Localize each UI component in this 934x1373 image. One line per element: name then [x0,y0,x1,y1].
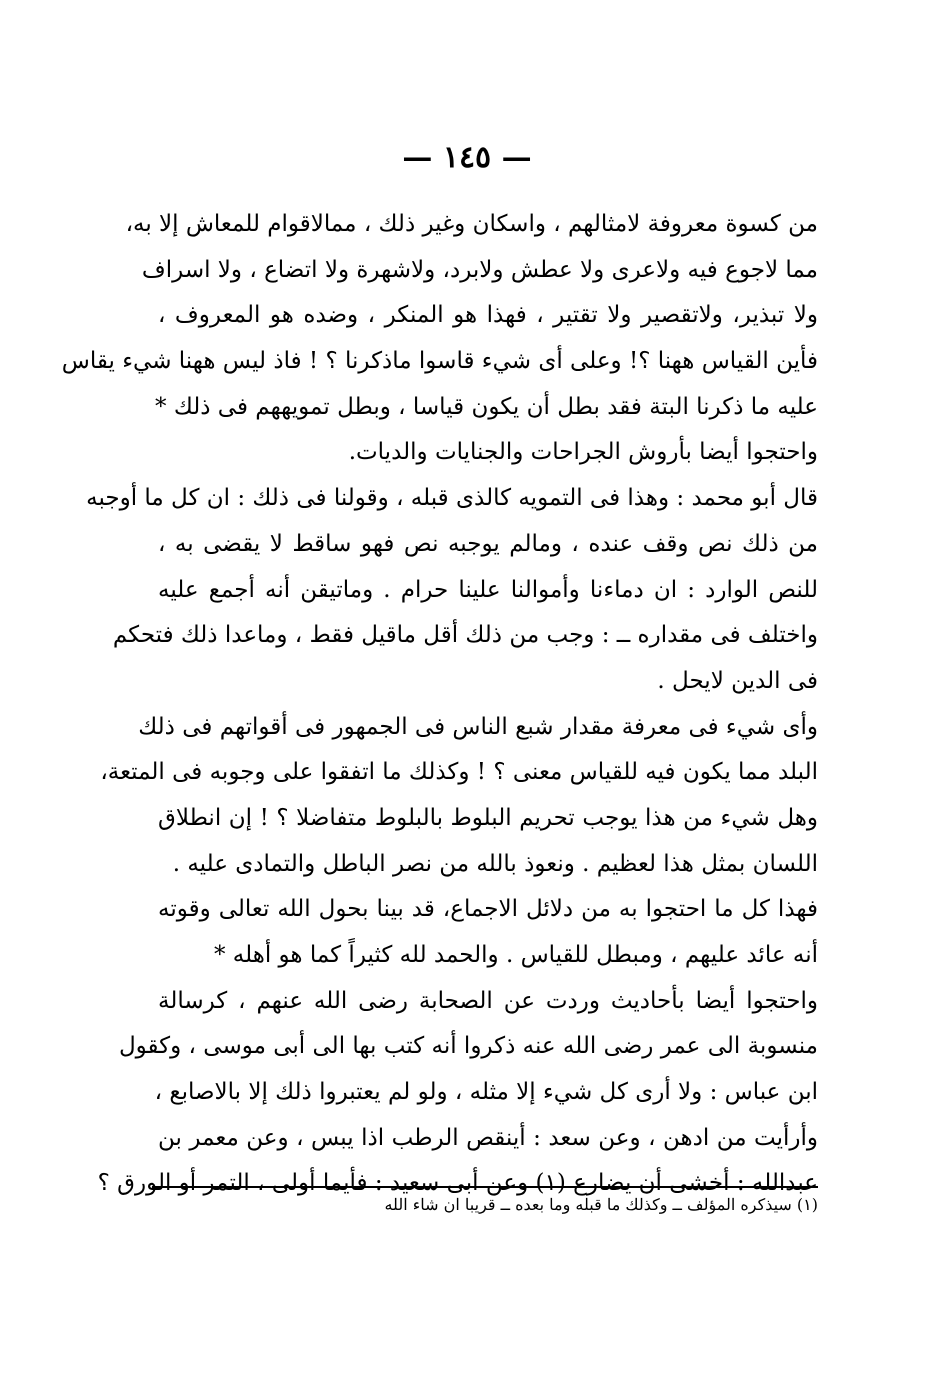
body-text [61,202,818,1207]
text-line: عبدالله : أخشى أن يضارع (١) وعن أبى سعيد : فأيما أولى ، التمر أو الورق ؟ [97,1170,818,1197]
text-line: عليه ما ذكرنا البتة فقد بطل أن يكون قياسا ، وبطل تمويههم فى ذلك * [155,393,818,420]
text-line: أنه عائد عليهم ، ومبطل للقياس . والحمد لله كثيراً كما هو أهله * [213,942,818,968]
text-line: واحتجوا أيضا بأروش الجراحات والجنايات والديات. [348,439,818,466]
text-line: فى الدين لايحل . [657,667,818,694]
text-line: وهل شيء من هذا يوجب تحريم البلوط بالبلوط متفاضلا ؟ ! إن انطلاق [158,804,818,831]
text-line: وأى شيء فى معرفة مقدار شبع الناس فى الجمهور فى أقواتهم فى ذلك [138,713,818,740]
text-line: واختلف فى مقداره ــ : وجب من ذلك أقل ماقيل فقط ، وماعدا ذلك فتحكم [112,622,818,649]
page-number: — ١٤٥ — [402,140,532,175]
text-line: قال أبو محمد : وهذا فى التمويه كالذى قبله ، وقولنا فى ذلك : ان كل ما أوجبه [86,485,818,512]
text-line: وأرأيت من ادهن ، وعن سعد : أينقص الرطب اذا يبس ، وعن معمر بن [158,1124,818,1151]
footnote: (١) سيذكره المؤلف ــ وكذلك ما قبله وما بعده ــ قريبا ان شاء الله [384,1195,818,1214]
text-line: فأين القياس ههنا ؟! وعلى أى شيء قاسوا ماذكرنا ؟ ! فاذ ليس ههنا شيء يقاس [61,348,818,375]
text-line: ابن عباس : ولا أرى كل شيء إلا مثله ، ولو لم يعتبروا ذلك إلا بالاصابع ، [154,1079,818,1106]
text-line: منسوبة الى عمر رضى الله عنه ذكروا أنه كتب بها الى أبى موسى ، وكقول [118,1033,818,1060]
text-line: للنص الوارد : ان دماءنا وأموالنا علينا حرام . وماتيقن أنه أجمع عليه [158,576,818,603]
text-line: ولا تبذير، ولاتقصير ولا تقتير ، فهذا هو المنكر ، وضده هو المعروف ، [158,302,818,329]
text-line: واحتجوا أيضا بأحاديث وردت عن الصحابة رضى الله عنهم ، كرسالة [158,987,818,1014]
text-line: اللسان بمثل هذا لعظيم . ونعوذ بالله من نصر الباطل والتمادى عليه . [172,850,818,877]
footnote-divider [152,1186,818,1188]
text-line: فهذا كل ما احتجوا به من دلائل الاجماع، قد بينا بحول الله تعالى وقوته [158,896,818,923]
text-line: من ذلك نص وقف عنده ، ومالم يوجبه نص فهو ساقط لا يقضى به ، [158,530,818,557]
text-line: من كسوة معروفة لامثالهم ، واسكان وغير ذلك ، ممالاقوام للمعاش إلا به، [125,211,818,237]
text-line: البلد مما يكون فيه للقياس معنى ؟ ! وكذلك ما اتفقوا على وجوبه فى المتعة، [100,759,818,786]
text-line: مما لاجوع فيه ولاعرى ولا عطش ولابرد، ولاشهرة ولا اتضاع ، ولا اسراف [141,256,818,283]
